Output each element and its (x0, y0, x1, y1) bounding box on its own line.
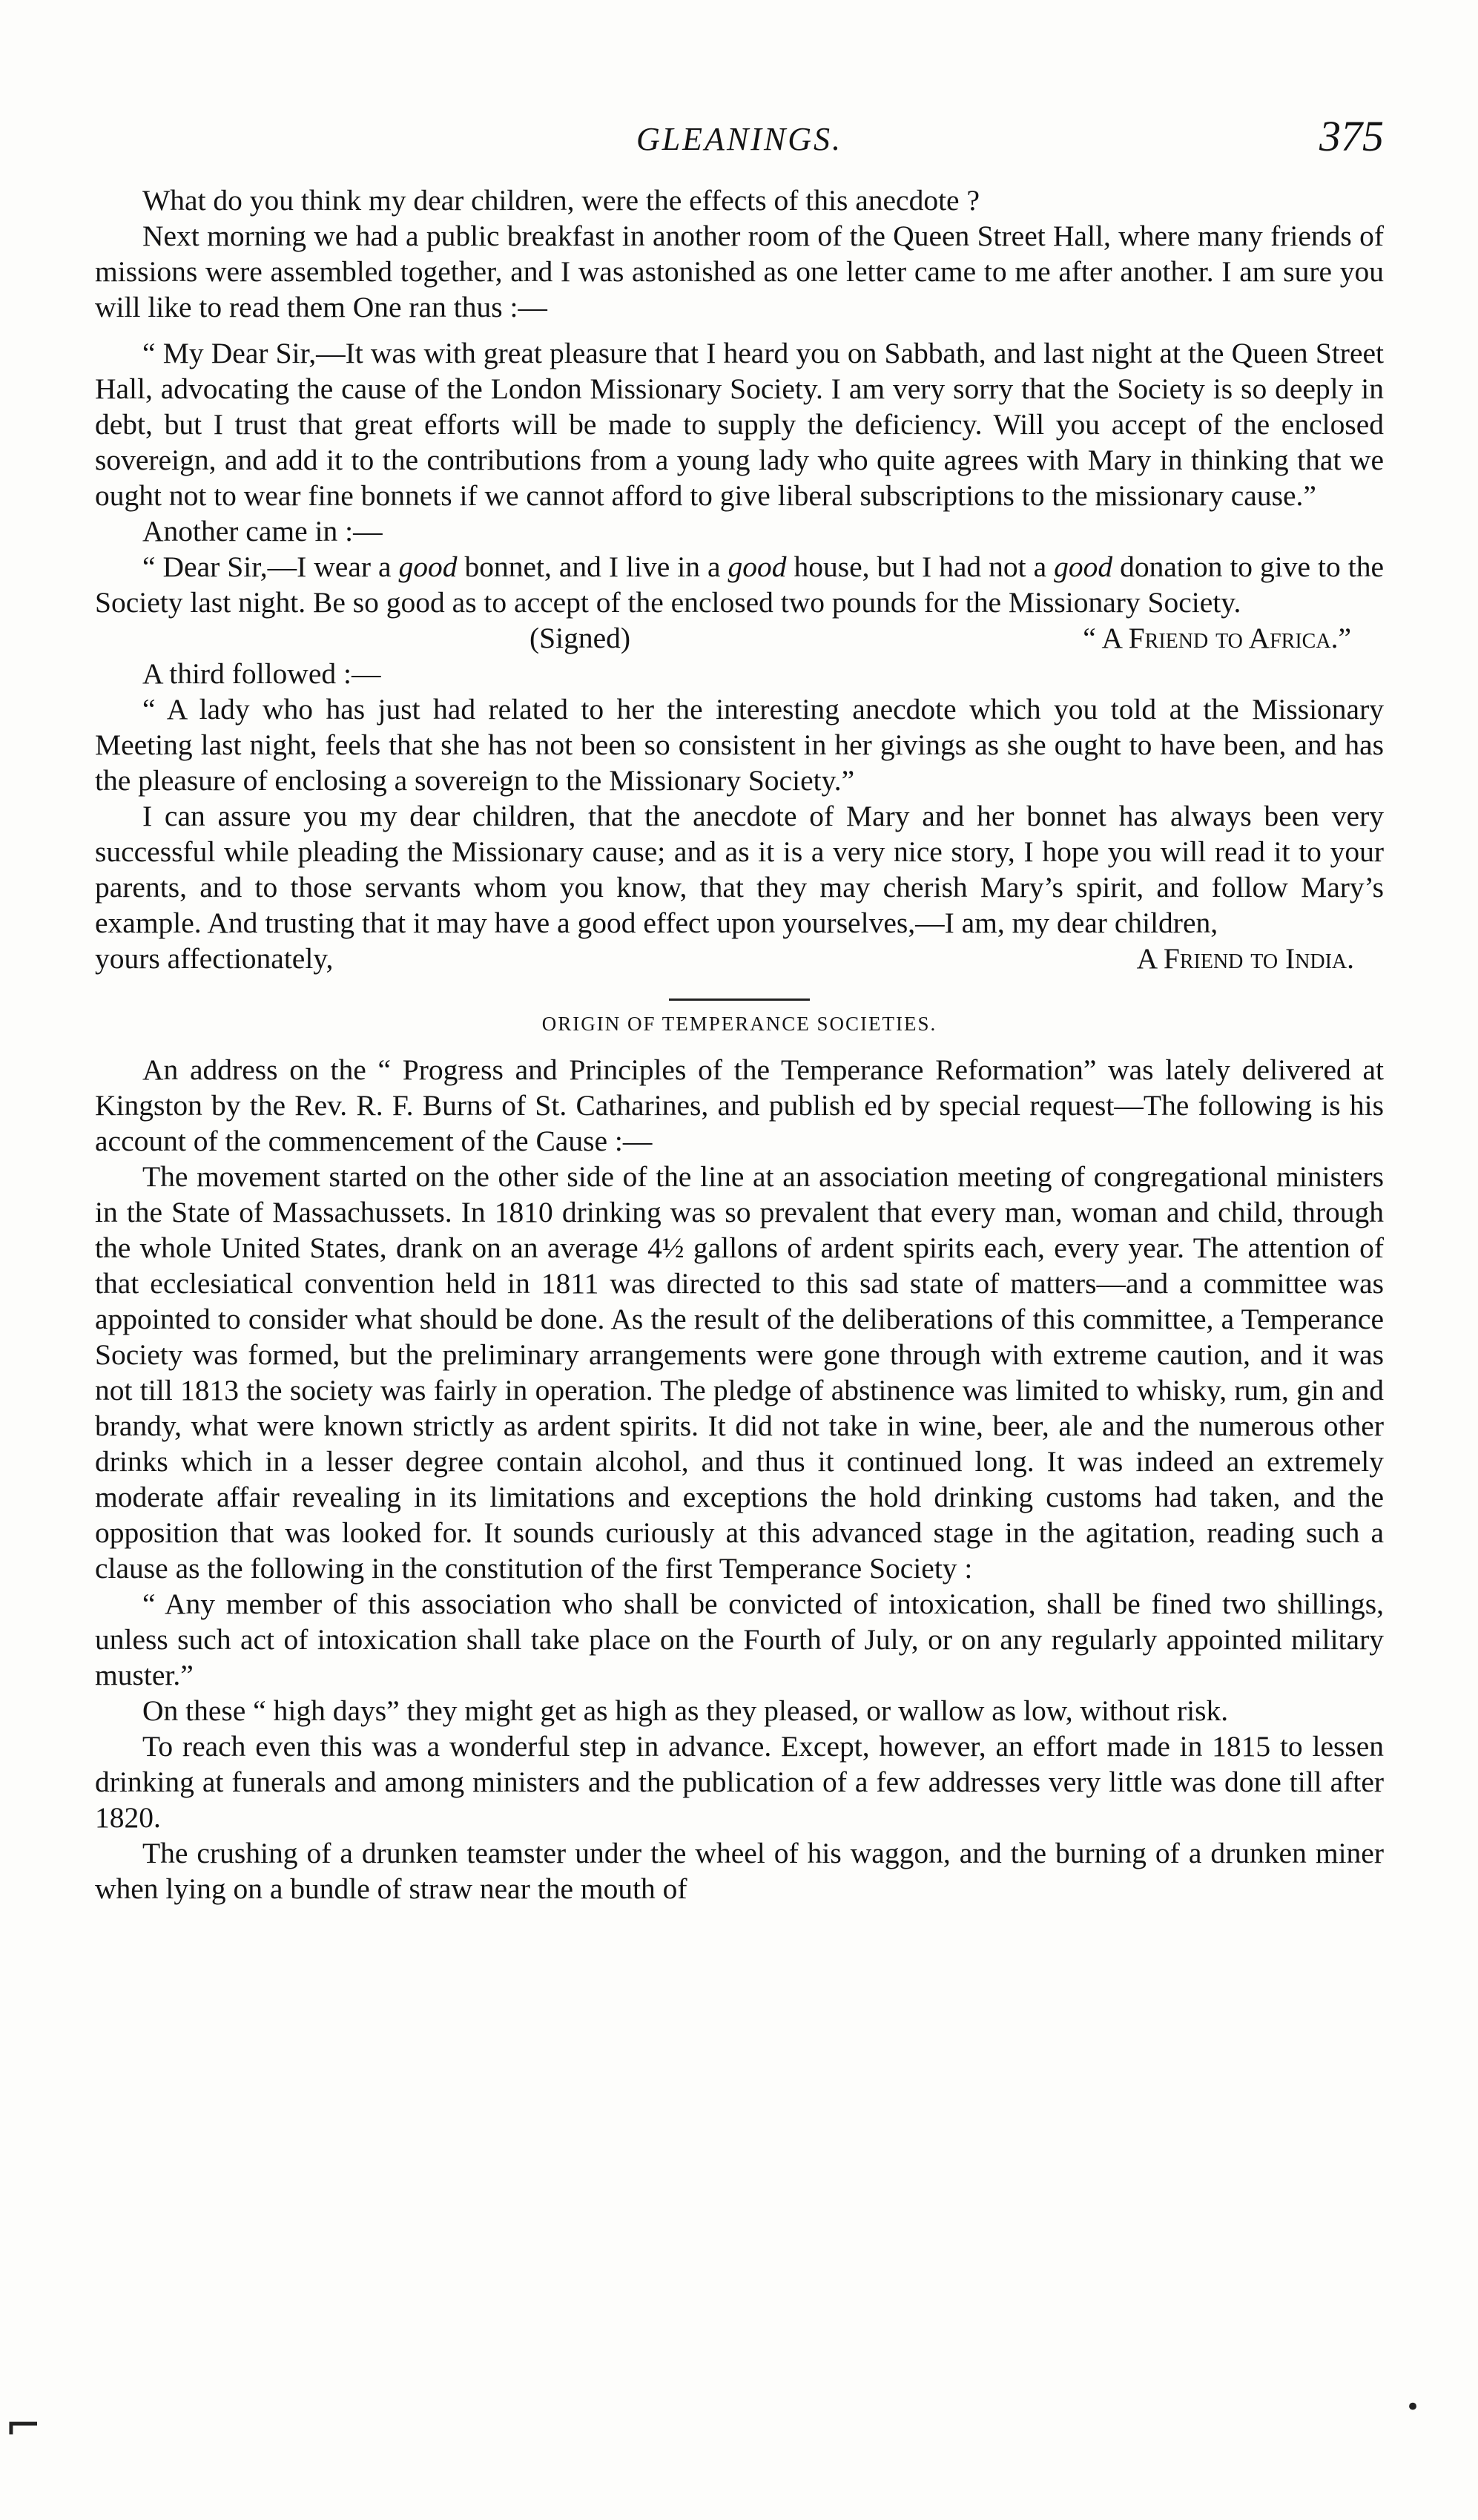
margin-scan-mark: • (1405, 2392, 1421, 2422)
letter-quote: “ My Dear Sir,—It was with great pleasure that I heard you on Sabbath, and last night at the Queen Street Hall, advocating the cause of the London Missionary Society. I am very sorry that the Society is so deeply in debt, but I trust that great efforts will be made to supply the deficiency. Will you accept of the enclosed sovereign, and add it to the contributions from a young lady who quite agrees with Mary in thinking that we ought not to wear fine bonnets if we cannot afford to give liberal subscriptions to the missionary cause.” (95, 337, 1384, 512)
letter-quote (95, 549, 1384, 620)
margin-scan-mark: ⌐ (4, 2400, 42, 2452)
paragraph: A third followed :— (142, 657, 381, 690)
text-run: house, but I had not a (786, 550, 1055, 583)
signature-line (95, 620, 1384, 656)
paragraph: On these “ high days” they might get as high as they pleased, or wallow as low, without risk. (142, 1694, 1229, 1727)
running-header (95, 111, 1384, 163)
signature-africa: “ A Friend to Africa.” (1083, 622, 1351, 654)
paragraph: The movement started on the other side of the line at an association meeting of congregational ministers in the State of Massachussets. In 1810 drinking was so prevalent that every man, woman and child, through the whole United States, drank on an average 4½ gallons of ardent spirits each, every year. The attention of that ecclesiatical convention held in 1811 was directed to this sad state of matters—and a committee was appointed to consider what should be done. As the result of the deliberations of this committee, a Temperance Society was formed, but the preliminary arrangements were gone through with extreme caution, and it was not till 1813 the society was fairly in operation. The pledge of abstinence was limited to whisky, rum, gin and brandy, what were known strictly as ardent spirits. It did not take in wine, beer, ale and the numerous other drinks which in a lesser degree contain alcohol, and thus it continued long. It was indeed an extremely moderate affair revealing in its limitations and exceptions the hold drinking customs had taken, and the opposition that was looked for. It sounds curiously at this advanced stage in the agitation, reading such a clause as the following in the constitution of the first Temperance Society : (95, 1160, 1384, 1585)
letter-quote: “ A lady who has just had related to her the interesting anecdote which you told at the Missionary Meeting last night, feels that she has not been so consistent in her givings as she ought to have been, and has the pleasure of enclosing a sovereign to the Missionary Society.” (95, 693, 1384, 797)
letters-section (95, 182, 1384, 976)
text-run: “ Dear Sir,—I wear a (142, 550, 399, 583)
paragraph: An address on the “ Progress and Principles of the Temperance Reformation” was lately delivered at Kingston by the Rev. R. F. Burns of St. Catharines, and publish ed by special request—The following is his account of the commencement of the Cause :— (95, 1053, 1384, 1157)
document-page (95, 111, 1384, 1907)
text-run: bonnet, and I live in a (457, 550, 728, 583)
paragraph: To reach even this was a wonderful step in advance. Except, however, an effort made in 1815 to lessen drinking at funerals and among ministers and the publication of a few addresses very little was done till after 1820. (95, 1730, 1384, 1834)
paragraph: Next morning we had a public breakfast in another room of the Queen Street Hall, where many friends of missions were assembled together, and I was astonished as one letter came to me after another. I am sure you will like to read them One ran thus :— (95, 220, 1384, 323)
paragraph: I can assure you my dear children, that the anecdote of Mary and her bonnet has always been very successful while pleading the Missionary cause; and as it is a very nice story, I hope you will read it to your parents, and to those servants whom you know, that they may cherish Mary’s spirit, and follow Mary’s example. And trusting that it may have a good effect upon yourselves,—I am, my dear children, (95, 800, 1384, 939)
page-number: 375 (1319, 112, 1384, 160)
quote: “ Any member of this association who shall be convicted of intoxication, shall be fined two shillings, unless such act of intoxication shall take place on the Fourth of July, or on any regularly appointed military muster.” (95, 1588, 1384, 1691)
section-heading: ORIGIN OF TEMPERANCE SOCIETIES. (541, 1013, 937, 1035)
signoff-line (95, 941, 1384, 976)
running-title: GLEANINGS. (636, 121, 843, 157)
paragraph: What do you think my dear children, were the effects of this anecdote ? (142, 184, 980, 217)
temperance-section (95, 1052, 1384, 1907)
emphasis: good (1054, 550, 1113, 583)
emphasis: good (728, 550, 787, 583)
section-divider (669, 999, 810, 1001)
paragraph: Another came in :— (142, 515, 383, 547)
closing: yours affectionately, (95, 942, 334, 975)
paragraph: The crushing of a drunken teamster under the wheel of his waggon, and the burning of a drunken miner when lying on a bundle of straw near the mouth of (95, 1837, 1384, 1905)
signed-label: (Signed) (529, 622, 631, 654)
text-run: donation to give to the Society last night. Be so good as to accept of the enclosed two pounds for the Missionary Society. (95, 550, 1384, 619)
emphasis: good (398, 550, 458, 583)
signature-india: A Friend to India. (1136, 942, 1354, 975)
